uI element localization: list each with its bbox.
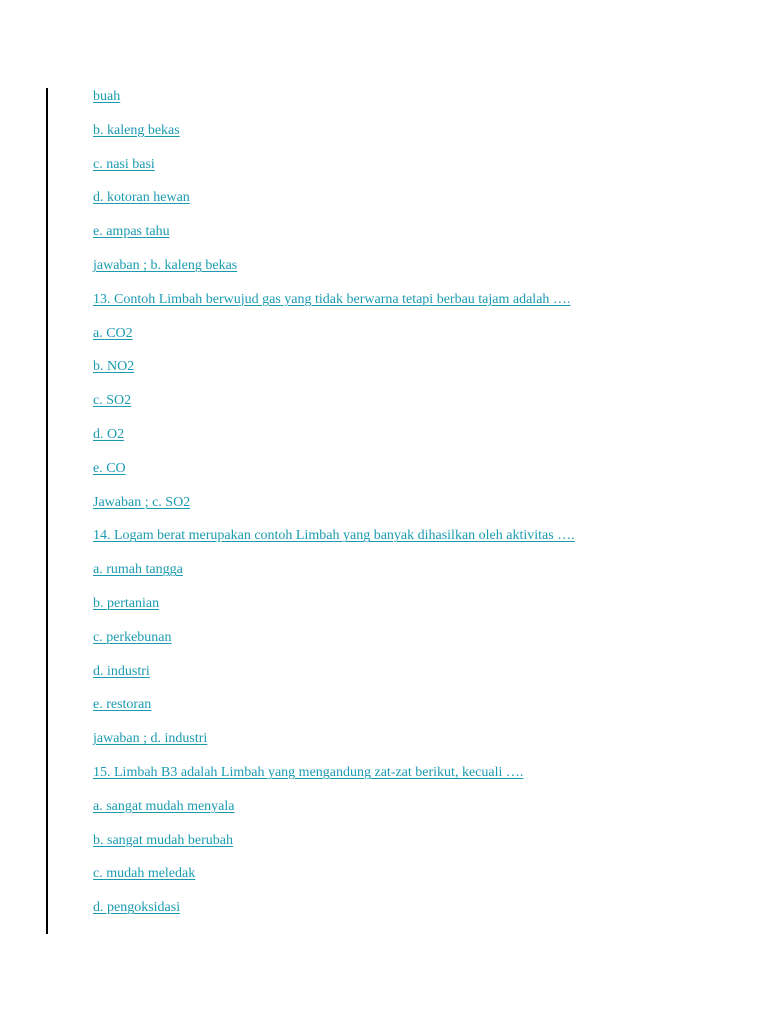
list-item — [93, 863, 575, 897]
quiz-text-list — [93, 86, 575, 931]
list-item — [93, 661, 575, 695]
quiz-line-link[interactable]: b. sangat mudah berubah — [93, 832, 233, 848]
list-item — [93, 120, 575, 154]
list-item — [93, 390, 575, 424]
quiz-line-link[interactable]: b. pertanian — [93, 595, 160, 611]
quiz-line-link[interactable]: d. O2 — [93, 426, 125, 442]
question-15-link[interactable]: 15. Limbah B3 adalah Limbah yang mengandung zat-zat berikut, kecuali …. — [93, 764, 524, 780]
list-item — [93, 796, 575, 830]
quiz-line-link[interactable]: e. restoran — [93, 697, 152, 713]
answer-line-link[interactable]: Jawaban ; c. SO2 — [93, 494, 191, 510]
list-item — [93, 424, 575, 458]
quiz-line-link[interactable]: b. kaleng bekas — [93, 122, 180, 138]
list-item — [93, 492, 575, 526]
quiz-line-link[interactable]: d. industri — [93, 663, 150, 679]
list-item — [93, 830, 575, 864]
answer-line-link[interactable]: jawaban ; d. industri — [93, 731, 208, 747]
quiz-line-link[interactable]: e. CO — [93, 460, 126, 476]
quiz-line-link[interactable]: e. ampas tahu — [93, 224, 170, 240]
list-item — [93, 762, 575, 796]
quiz-line-link[interactable]: d. kotoran hewan — [93, 190, 190, 206]
list-item — [93, 525, 575, 559]
quiz-line-link[interactable]: a. CO2 — [93, 325, 133, 341]
list-item — [93, 627, 575, 661]
quiz-line-link[interactable]: a. rumah tangga — [93, 562, 183, 578]
question-13-link[interactable]: 13. Contoh Limbah berwujud gas yang tidak berwarna tetapi berbau tajam adalah …. — [93, 291, 571, 307]
list-item — [93, 255, 575, 289]
margin-rule — [46, 88, 48, 934]
list-item — [93, 187, 575, 221]
answer-line-link[interactable]: jawaban ; b. kaleng bekas — [93, 257, 238, 273]
list-item — [93, 289, 575, 323]
list-item — [93, 559, 575, 593]
list-item — [93, 86, 575, 120]
list-item — [93, 458, 575, 492]
list-item — [93, 221, 575, 255]
list-item — [93, 323, 575, 357]
question-14-link[interactable]: 14. Logam berat merupakan contoh Limbah yang banyak dihasilkan oleh aktivitas …. — [93, 528, 575, 544]
quiz-line-link[interactable]: c. mudah meledak — [93, 866, 196, 882]
list-item — [93, 897, 575, 931]
quiz-line-link[interactable]: a. sangat mudah menyala — [93, 798, 235, 814]
list-item — [93, 728, 575, 762]
list-item — [93, 356, 575, 390]
list-item — [93, 593, 575, 627]
quiz-line-link[interactable]: c. perkebunan — [93, 629, 172, 645]
quiz-line-link[interactable]: b. NO2 — [93, 359, 135, 375]
quiz-line-link[interactable]: d. pengoksidasi — [93, 900, 181, 916]
list-item — [93, 154, 575, 188]
list-item — [93, 694, 575, 728]
quiz-line-link[interactable]: buah — [93, 89, 121, 104]
quiz-line-link[interactable]: c. nasi basi — [93, 156, 155, 172]
quiz-line-link[interactable]: c. SO2 — [93, 393, 132, 409]
